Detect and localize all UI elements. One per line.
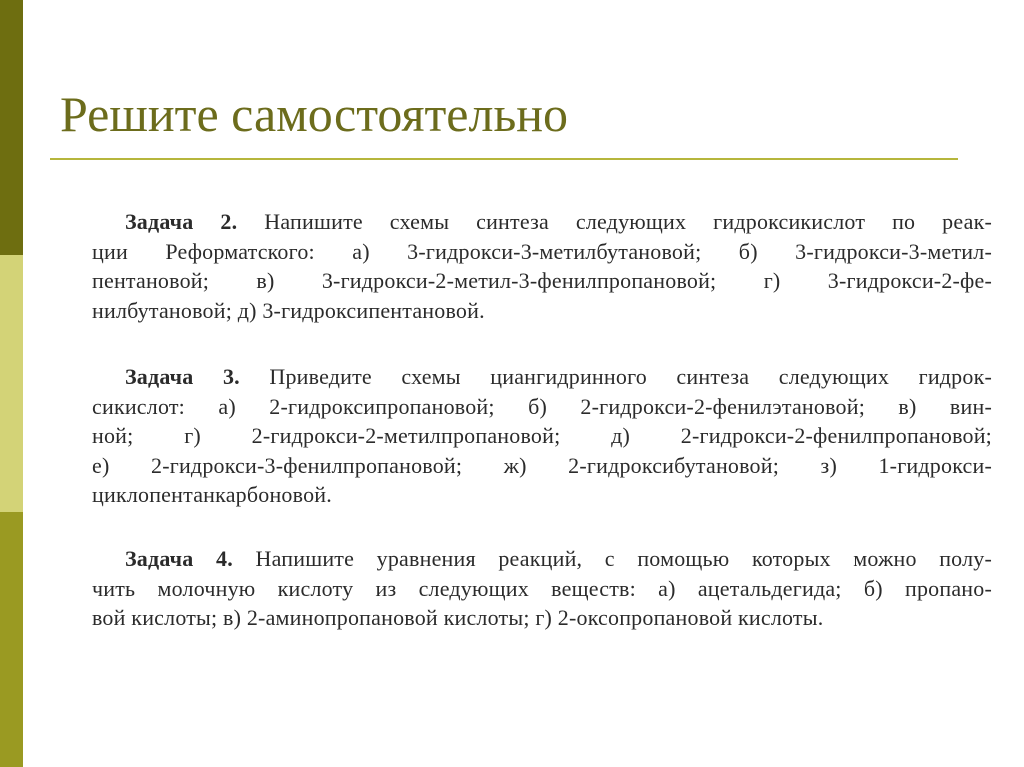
task-label: Задача 4. <box>125 546 233 571</box>
task-line: сикислот: а) 2-гидроксипропановой; б) 2-гидрокси-2-фенилэтановой; в) вин- <box>92 393 992 419</box>
task-label: Задача 3. <box>125 364 240 389</box>
task-2-paragraph <box>92 207 992 325</box>
task-line-text: Приведите схемы циангидринного синтеза следующих гидрок- <box>269 364 992 389</box>
side-accent-bar <box>0 0 23 767</box>
slide-title: Решите самостоятельно <box>60 86 569 142</box>
task-line <box>92 544 992 574</box>
task-line-text: Напишите уравнения реакций, с помощью которых можно полу- <box>255 546 992 571</box>
side-accent-segment-top <box>0 0 23 255</box>
task-label: Задача 2. <box>125 209 238 234</box>
task-line: ной; г) 2-гидрокси-2-метилпропановой; д) 2-гидрокси-2-фенилпропановой; <box>92 423 992 448</box>
task-line-text: Напишите схемы синтеза следующих гидроксикислот по реак- <box>264 209 992 234</box>
task-line <box>92 362 992 392</box>
task-line: ции Реформатского: а) 3-гидрокси-3-метилбутановой; б) 3-гидрокси-3-метил- <box>92 238 992 264</box>
task-4-paragraph <box>92 544 992 633</box>
task-line: циклопентанкарбоновой. <box>92 482 332 507</box>
task-line: чить молочную кислоту из следующих веществ: а) ацетальдегида; б) пропано- <box>92 575 992 601</box>
task-line: е) 2-гидрокси-3-фенилпропановой; ж) 2-гидроксибутановой; з) 1-гидрокси- <box>92 452 992 478</box>
task-line: пентановой; в) 3-гидрокси-2-метил-3-фенилпропановой; г) 3-гидрокси-2-фе- <box>92 268 992 293</box>
title-underline <box>50 158 958 160</box>
side-accent-segment-middle <box>0 255 23 512</box>
task-3-paragraph <box>92 362 992 510</box>
task-line <box>92 207 992 237</box>
side-accent-segment-bottom <box>0 512 23 767</box>
task-line: вой кислоты; в) 2-аминопропановой кислоты; г) 2-оксопропановой кислоты. <box>92 605 824 630</box>
task-line: нилбутановой; д) 3-гидроксипентановой. <box>92 297 485 323</box>
